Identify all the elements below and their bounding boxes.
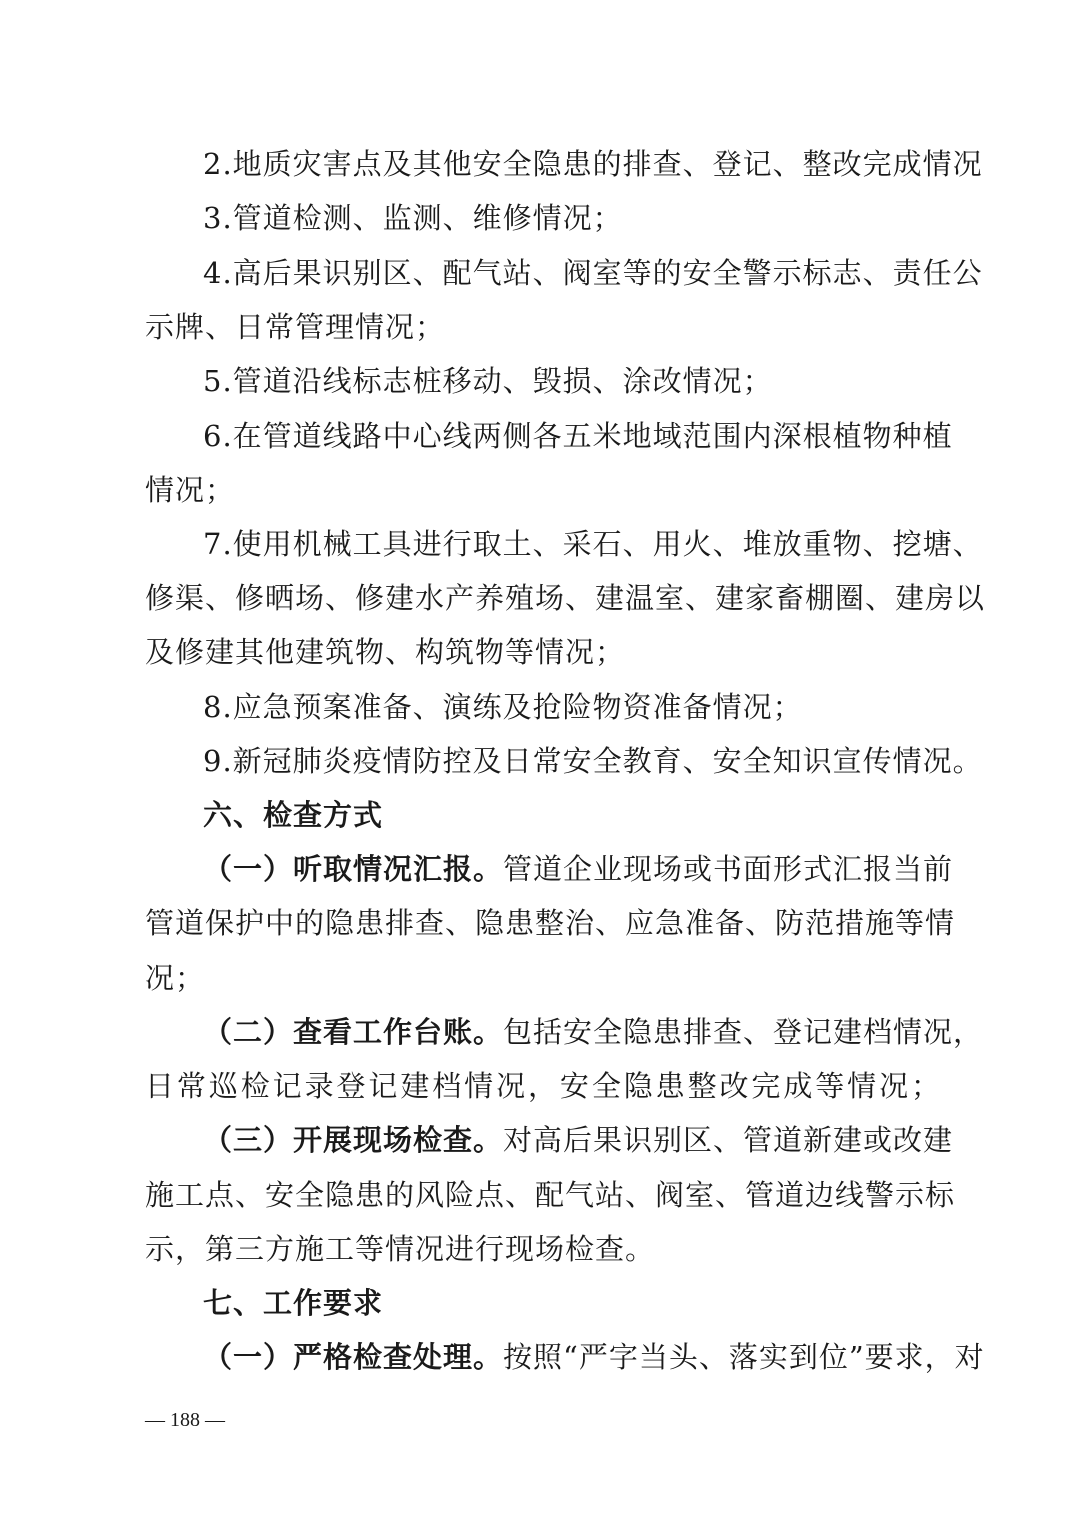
section-6-para-1-line-3: 况； [145, 961, 206, 995]
item-5-line-1: 5.管道沿线标志桩移动、毁损、涂改情况； [203, 364, 773, 398]
section-7-para-1-text: 按照“严字当头、落实到位”要求，对 [503, 1340, 985, 1374]
section-6-para-1-line-1 [203, 851, 954, 887]
section-7-heading: 七、工作要求 [203, 1286, 384, 1320]
section-6-para-1-lead: （一）听取情况汇报。 [203, 852, 504, 886]
item-6-line-1: 6.在管道线路中心线两侧各五米地域范围内深根植物种植 [203, 419, 953, 453]
item-7-line-3: 及修建其他建筑物、构筑物等情况； [145, 635, 626, 669]
item-2-line-1: 2.地质灾害点及其他安全隐患的排查、登记、整改完成情况 [203, 147, 983, 181]
item-4-line-1: 4.高后果识别区、配气站、阀室等的安全警示标志、责任公 [203, 256, 983, 290]
item-4-line-2: 示牌、日常管理情况； [145, 310, 446, 344]
item-3-line-1: 3.管道检测、监测、维修情况； [203, 201, 623, 235]
section-6-para-3-lead: （三）开展现场检查。 [203, 1123, 504, 1157]
section-6-heading: 六、检查方式 [203, 798, 384, 832]
item-9-line-1: 9.新冠肺炎疫情防控及日常安全教育、安全知识宣传情况。 [203, 744, 983, 778]
section-6-para-2-text: 包括安全隐患排查、登记建档情况， [503, 1015, 984, 1049]
section-6-para-3-text: 对高后果识别区、管道新建或改建 [503, 1123, 954, 1157]
section-6-para-3-line-1 [203, 1122, 954, 1158]
section-6-para-2-line-1 [203, 1014, 984, 1050]
section-6-para-2-line-2: 日常巡检记录登记建档情况，安全隐患整改完成等情况； [145, 1069, 941, 1103]
section-6-para-2-lead: （二）查看工作台账。 [203, 1015, 504, 1049]
section-7-para-1-line-1 [203, 1339, 985, 1375]
item-7-line-1: 7.使用机械工具进行取土、采石、用火、堆放重物、挖塘、 [203, 527, 983, 561]
section-7-para-1-lead: （一）严格检查处理。 [203, 1340, 504, 1374]
item-7-line-2: 修渠、修晒场、修建水产养殖场、建温室、建家畜棚圈、建房以 [145, 581, 986, 615]
page-number: — 188 — [145, 1409, 225, 1431]
item-6-line-2: 情况； [145, 473, 236, 507]
section-6-para-1-line-2: 管道保护中的隐患排查、隐患整治、应急准备、防范措施等情 [145, 906, 956, 940]
section-6-para-3-line-3: 示，第三方施工等情况进行现场检查。 [145, 1232, 656, 1266]
section-6-para-1-text: 管道企业现场或书面形式汇报当前 [503, 852, 954, 886]
section-6-para-3-line-2: 施工点、安全隐患的风险点、配气站、阀室、管道边线警示标 [145, 1178, 956, 1212]
item-8-line-1: 8.应急预案准备、演练及抢险物资准备情况； [203, 690, 803, 724]
